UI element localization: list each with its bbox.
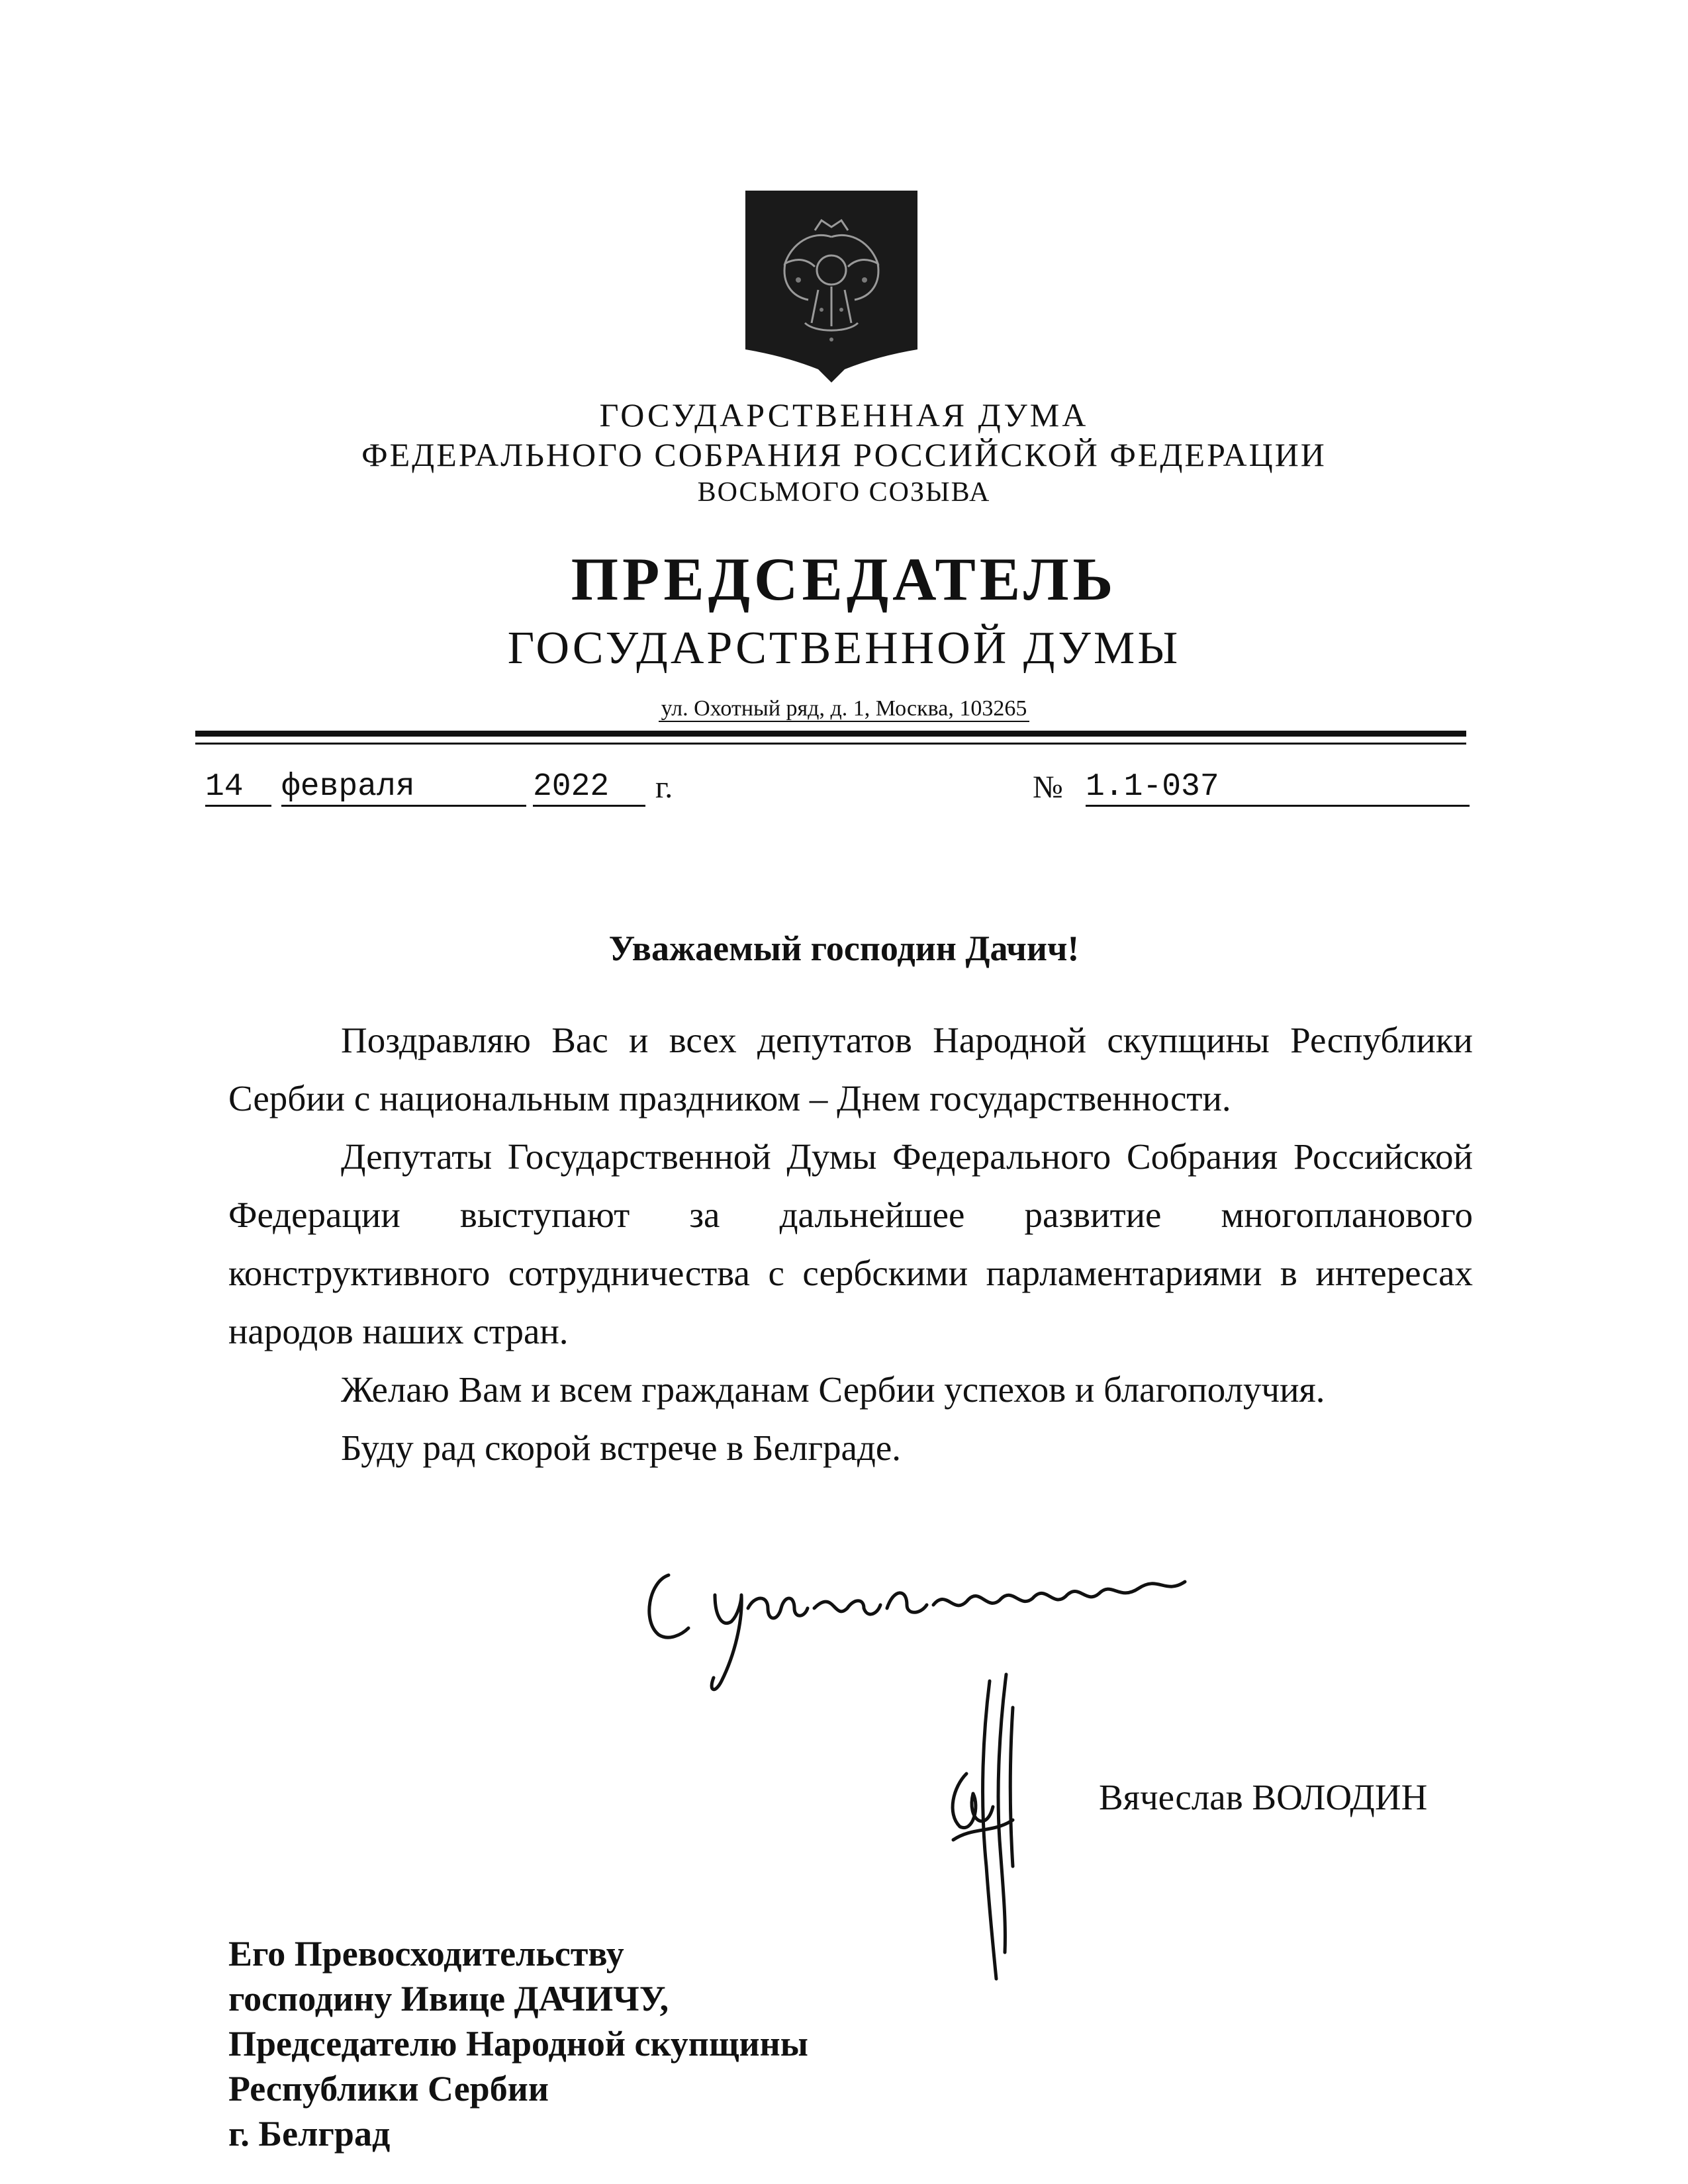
- date-day: 14: [205, 769, 271, 807]
- org-name-line3: ВОСЬМОГО СОЗЫВА: [697, 477, 991, 508]
- paragraph: Буду рад скорой встрече в Белграде.: [341, 1428, 902, 1468]
- signature-scribble: [927, 1668, 1059, 1985]
- page-title: ПРЕДСЕДАТЕЛЬ: [571, 545, 1117, 613]
- date-suffix: г.: [655, 770, 673, 805]
- number-value: 1.1-037: [1086, 769, 1470, 807]
- russian-coat-of-arms-icon: [745, 191, 917, 383]
- number-label: №: [1033, 770, 1063, 805]
- paragraph: Депутаты Государственной Думы Федерального Собрания Российской Федерации выступают за дальнейшее развитие многопланового конструктивного сотрудничества с сербскими парламентариями в интересах народов наших стран.: [228, 1136, 1473, 1351]
- addressee-line: Республики Сербии: [228, 2069, 549, 2109]
- greeting: Уважаемый господин Дачич!: [608, 929, 1080, 968]
- header-divider-thick: [195, 731, 1466, 737]
- paragraph: Поздравляю Вас и всех депутатов Народной скупщины Республики Сербии с национальным праздником – Днем государственности.: [228, 1020, 1473, 1118]
- addressee-line: Его Превосходительству: [228, 1934, 624, 1974]
- signer-name: Вячеслав ВОЛОДИН: [1099, 1777, 1428, 1817]
- page-subtitle: ГОСУДАРСТВЕННОЙ ДУМЫ: [507, 623, 1181, 674]
- date-year: 2022: [533, 769, 645, 807]
- paragraph: Желаю Вам и всем гражданам Сербии успехов и благополучия.: [341, 1369, 1325, 1410]
- date-month: февраля: [281, 769, 526, 807]
- letter-number: [1033, 769, 1470, 815]
- org-name-line2: ФЕДЕРАЛЬНОГО СОБРАНИЯ РОССИЙСКОЙ ФЕДЕРАЦИИ: [361, 436, 1327, 473]
- letter-date: [199, 769, 861, 815]
- org-name-line1: ГОСУДАРСТВЕННАЯ ДУМА: [599, 396, 1089, 433]
- header-divider-thin: [195, 743, 1466, 745]
- address-line: [0, 696, 1688, 721]
- letter-body: [228, 1011, 1473, 1477]
- addressee-line: г. Белград: [228, 2114, 391, 2154]
- address-text: ул. Охотный ряд, д. 1, Москва, 103265: [659, 696, 1030, 722]
- addressee-line: господину Ивице ДАЧИЧУ,: [228, 1979, 669, 2019]
- addressee-line: Председателю Народной скупщины: [228, 2024, 808, 2064]
- addressee-block: [228, 1931, 808, 2156]
